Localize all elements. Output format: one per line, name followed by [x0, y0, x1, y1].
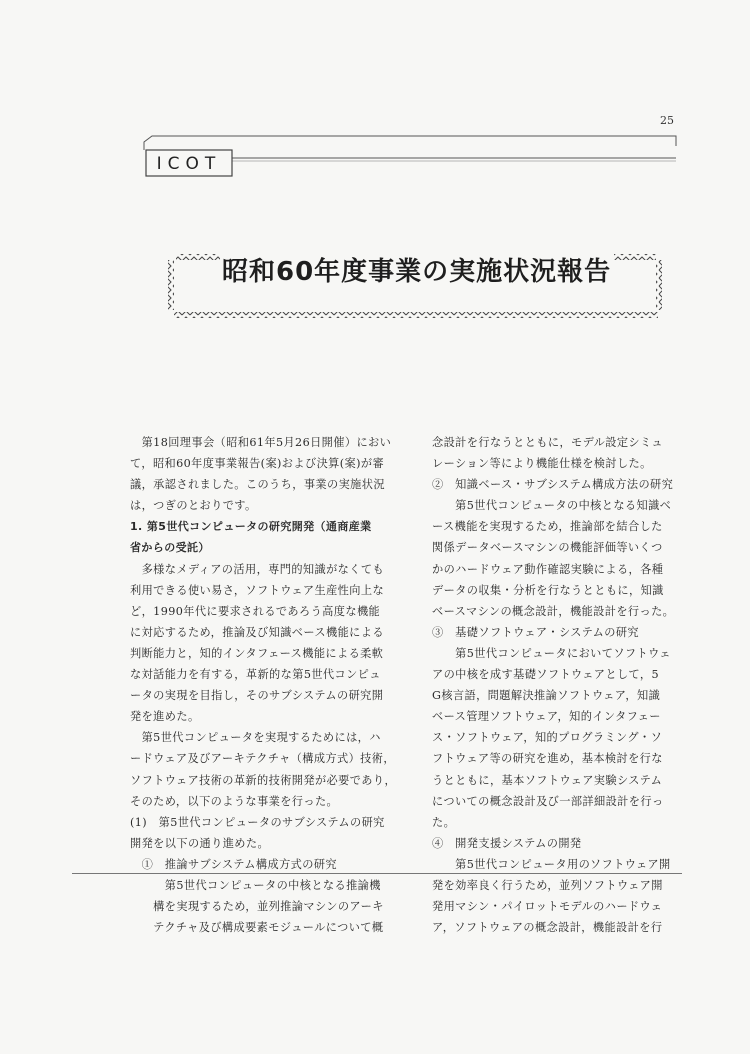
- right-column: [432, 432, 690, 938]
- text-line: ース機能を実現するため，推論部を結合した: [432, 520, 663, 534]
- text-line: 第18回理事会（昭和61年5月26日開催）におい: [130, 436, 392, 449]
- text-line: 関係データベースマシンの機能評価等いくつ: [432, 541, 663, 555]
- text-line: についての概念設計及び一部詳細設計を行っ: [432, 794, 664, 808]
- section-label: ICOT: [156, 154, 222, 174]
- text-line: 第5世代コンピュータにおいてソフトウェ: [432, 646, 671, 660]
- text-line: 第5世代コンピュータの中核となる推論機: [130, 878, 381, 892]
- text-line: ② 知識ベース・サブシステム構成方法の研究: [432, 478, 674, 492]
- text-line: て，昭和60年度事業報告(案)および決算(案)が審: [130, 457, 385, 471]
- text-line: ベースマシンの概念設計，機能設計を行った。: [432, 604, 675, 618]
- text-line: G核言語，問題解決推論ソフトウェア，知識: [432, 689, 661, 703]
- text-line: た。: [432, 815, 456, 829]
- text-line: ③ 基礎ソフトウェア・システムの研究: [432, 625, 640, 639]
- text-line: ① 推論サブシステム構成方式の研究: [130, 857, 338, 871]
- text-line: ス・ソフトウェア，知的プログラミング・ソ: [432, 731, 663, 745]
- text-line: 第5世代コンピュータ用のソフトウェア開: [432, 857, 671, 871]
- text-line: 利用できる使い易さ，ソフトウェア生産性向上な: [130, 583, 385, 597]
- text-line: ータの実現を目指し，そのサブシステムの研究開: [130, 689, 384, 703]
- text-line: データの収集・分析を行なうとともに，知識: [432, 583, 664, 597]
- text-line: ベース管理ソフトウェア，知的インタフェー: [432, 710, 661, 724]
- text-line: 判断能力と，知的インタフェース機能による柔軟: [130, 646, 384, 660]
- text-line: ④ 開発支援システムの開発: [432, 836, 582, 850]
- text-line: 第5世代コンピュータを実現するためには，ハ: [130, 731, 381, 745]
- text-line: ードウェア及びアーキテクチャ（構成方式）技術，: [130, 752, 395, 766]
- text-line: 発を進めた。: [130, 710, 200, 724]
- text-line: アの中核を成す基礎ソフトウェアとして，5: [432, 668, 660, 682]
- text-line: 第5世代コンピュータの中核となる知識ベ: [432, 499, 672, 513]
- text-line: 開発を以下の通り進めた。: [130, 836, 270, 850]
- text-line: テクチャ及び構成要素モジュールについて概: [130, 921, 384, 935]
- section-heading: 1. 第5世代コンピュータの研究開発（通商産業: [130, 520, 372, 534]
- text-line: な対話能力を有する，革新的な第5世代コンピュ: [130, 668, 381, 682]
- page-number: 25: [660, 114, 674, 127]
- text-line: に対応するため，推論及び知識ベース機能による: [130, 625, 384, 639]
- text-line: 発用マシン・パイロットモデルのハードウェ: [432, 900, 663, 914]
- text-line: フトウェア等の研究を進め，基本検討を行な: [432, 752, 663, 766]
- text-line: ア，ソフトウェアの概念設計，機能設計を行: [432, 921, 663, 935]
- article-title: 昭和60年度事業の実施状況報告: [222, 257, 612, 287]
- section-heading: 省からの受託）: [130, 541, 210, 555]
- footer-rule: [72, 873, 682, 874]
- text-line: そのため，以下のような事業を行った。: [130, 794, 339, 808]
- text-line: 発を効率良く行うため，並列ソフトウェア開: [432, 878, 663, 892]
- text-line: 議，承認されました。このうち，事業の実施状況: [130, 478, 385, 492]
- text-line: ソフトウェア技術の革新的技術開発が必要であり，: [130, 773, 397, 787]
- text-line: (1) 第5世代コンピュータのサブシステムの研究: [130, 815, 385, 829]
- text-line: かのハードウェア動作確認実験による，各種: [432, 562, 664, 576]
- left-column: [130, 432, 397, 938]
- text-line: は，つぎのとおりです。: [130, 499, 257, 513]
- text-line: うとともに，基本ソフトウェア実験システム: [432, 773, 663, 787]
- text-line: 構を実現するため，並列推論マシンのアーキ: [130, 900, 384, 914]
- text-line: 念設計を行なうとともに，モデル設定シミュ: [432, 436, 663, 449]
- text-line: ど，1990年代に要求されるであろう高度な機能: [130, 604, 381, 618]
- text-line: レーション等により機能仕様を検討した。: [432, 457, 652, 471]
- text-line: 多様なメディアの活用，専門的知識がなくても: [130, 562, 385, 576]
